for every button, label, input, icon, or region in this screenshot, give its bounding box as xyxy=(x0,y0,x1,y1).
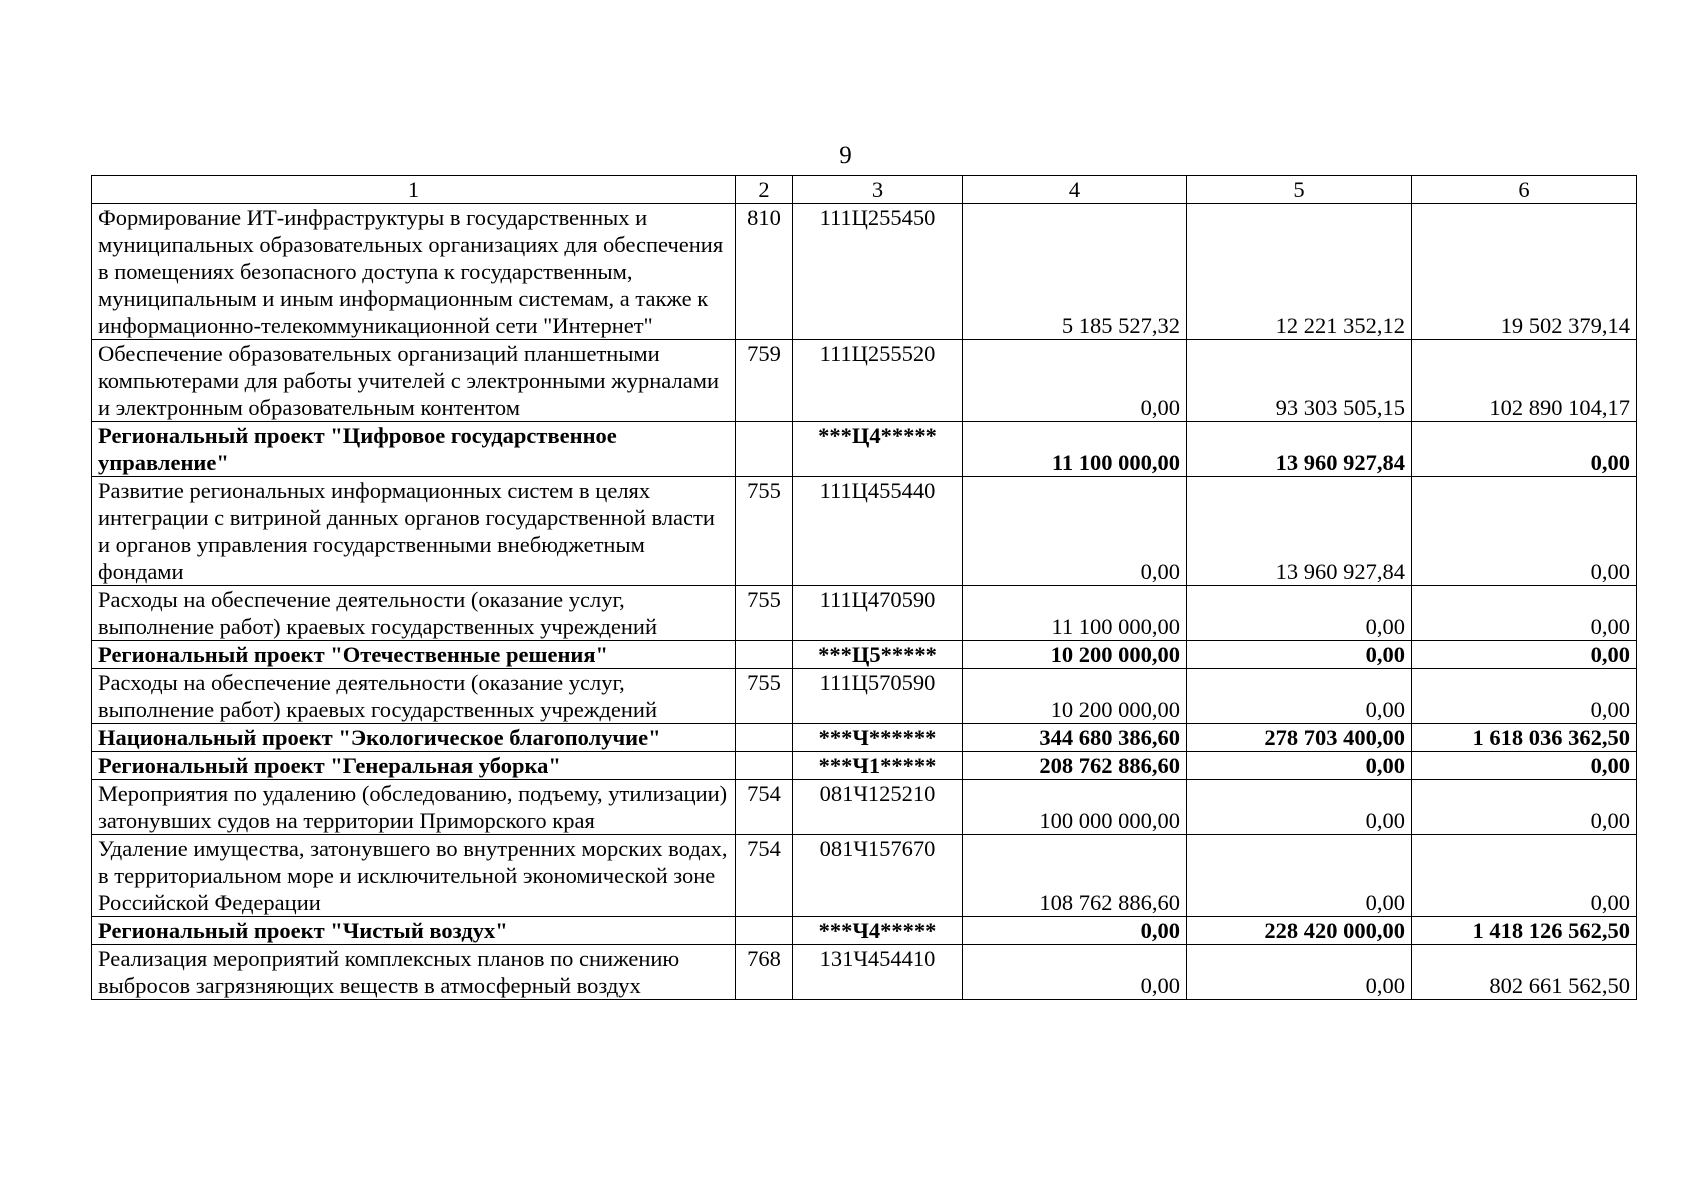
row-code-cell: 755 xyxy=(736,586,793,641)
row-kbk-cell: 111Ц455440 xyxy=(793,477,963,586)
section-row xyxy=(92,422,1637,477)
row-value-col6-cell: 1 418 126 562,50 xyxy=(1412,917,1637,945)
row-code-cell xyxy=(736,641,793,669)
row-value-col4-cell: 344 680 386,60 xyxy=(963,724,1187,752)
table-row xyxy=(92,477,1637,586)
row-kbk-cell: 111Ц255520 xyxy=(793,340,963,422)
row-kbk-cell: ***Ц5***** xyxy=(793,641,963,669)
section-row xyxy=(92,917,1637,945)
row-kbk-cell: 111Ц570590 xyxy=(793,669,963,724)
row-kbk-cell: 081Ч157670 xyxy=(793,835,963,917)
row-value-col6-cell: 0,00 xyxy=(1412,477,1637,586)
row-value-col6-cell: 0,00 xyxy=(1412,669,1637,724)
section-row xyxy=(92,641,1637,669)
row-kbk-cell: ***Ц4***** xyxy=(793,422,963,477)
row-name-cell: Развитие региональных информационных систем в целях интеграции с витриной данных органов государственной власти и органов управления государственными внебюджетным фондами xyxy=(92,477,736,586)
row-value-col4-cell: 108 762 886,60 xyxy=(963,835,1187,917)
table-row xyxy=(92,835,1637,917)
row-kbk-cell: 081Ч125210 xyxy=(793,780,963,835)
table-row xyxy=(92,586,1637,641)
row-value-col4-cell: 10 200 000,00 xyxy=(963,669,1187,724)
header-cell-6: 6 xyxy=(1412,176,1637,204)
row-value-col4-cell: 100 000 000,00 xyxy=(963,780,1187,835)
row-value-col4-cell: 208 762 886,60 xyxy=(963,752,1187,780)
row-code-cell xyxy=(736,752,793,780)
row-code-cell: 755 xyxy=(736,669,793,724)
row-value-col5-cell: 13 960 927,84 xyxy=(1187,422,1412,477)
row-name-cell: Расходы на обеспечение деятельности (оказание услуг, выполнение работ) краевых государственных учреждений xyxy=(92,586,736,641)
row-value-col5-cell: 13 960 927,84 xyxy=(1187,477,1412,586)
header-cell-5: 5 xyxy=(1187,176,1412,204)
row-value-col6-cell: 1 618 036 362,50 xyxy=(1412,724,1637,752)
row-value-col6-cell: 19 502 379,14 xyxy=(1412,204,1637,340)
table-row xyxy=(92,204,1637,340)
row-name-cell: Национальный проект "Экологическое благополучие" xyxy=(92,724,736,752)
row-value-col4-cell: 0,00 xyxy=(963,917,1187,945)
row-name-cell: Реализация мероприятий комплексных планов по снижению выбросов загрязняющих веществ в атмосферный воздух xyxy=(92,945,736,1000)
row-value-col5-cell: 93 303 505,15 xyxy=(1187,340,1412,422)
row-kbk-cell: ***Ч****** xyxy=(793,724,963,752)
header-cell-4: 4 xyxy=(963,176,1187,204)
row-value-col4-cell: 10 200 000,00 xyxy=(963,641,1187,669)
row-value-col6-cell: 0,00 xyxy=(1412,422,1637,477)
row-value-col6-cell: 0,00 xyxy=(1412,752,1637,780)
row-name-cell: Удаление имущества, затонувшего во внутренних морских водах, в территориальном море и исключительной экономической зоне Российской Федерации xyxy=(92,835,736,917)
section-row xyxy=(92,724,1637,752)
row-name-cell: Региональный проект "Отечественные решения" xyxy=(92,641,736,669)
header-cell-2: 2 xyxy=(736,176,793,204)
page-number: 9 xyxy=(839,142,852,169)
row-code-cell: 754 xyxy=(736,835,793,917)
row-code-cell: 759 xyxy=(736,340,793,422)
table-row xyxy=(92,780,1637,835)
row-value-col5-cell: 0,00 xyxy=(1187,669,1412,724)
header-cell-3: 3 xyxy=(793,176,963,204)
table-body xyxy=(92,176,1637,1000)
row-value-col4-cell: 0,00 xyxy=(963,477,1187,586)
header-row xyxy=(92,176,1637,204)
row-value-col4-cell: 11 100 000,00 xyxy=(963,586,1187,641)
row-code-cell: 810 xyxy=(736,204,793,340)
row-code-cell: 768 xyxy=(736,945,793,1000)
row-code-cell: 754 xyxy=(736,780,793,835)
row-value-col6-cell: 102 890 104,17 xyxy=(1412,340,1637,422)
row-name-cell: Расходы на обеспечение деятельности (оказание услуг, выполнение работ) краевых государственных учреждений xyxy=(92,669,736,724)
row-kbk-cell: 111Ц255450 xyxy=(793,204,963,340)
row-code-cell: 755 xyxy=(736,477,793,586)
row-code-cell xyxy=(736,422,793,477)
header-cell-1: 1 xyxy=(92,176,736,204)
row-value-col5-cell: 278 703 400,00 xyxy=(1187,724,1412,752)
row-name-cell: Региональный проект "Генеральная уборка" xyxy=(92,752,736,780)
row-code-cell xyxy=(736,724,793,752)
row-value-col4-cell: 0,00 xyxy=(963,945,1187,1000)
row-value-col5-cell: 0,00 xyxy=(1187,780,1412,835)
table-row xyxy=(92,945,1637,1000)
row-value-col6-cell: 0,00 xyxy=(1412,586,1637,641)
budget-table xyxy=(91,175,1637,1000)
table-row xyxy=(92,669,1637,724)
row-value-col4-cell: 11 100 000,00 xyxy=(963,422,1187,477)
row-name-cell: Формирование ИТ-инфраструктуры в государственных и муниципальных образовательных организациях для обеспечения в помещениях безопасного доступа к государственным, муниципальным и иным информационным системам, а также к информационно-телекоммуникационной сети "Интернет" xyxy=(92,204,736,340)
row-kbk-cell: ***Ч4***** xyxy=(793,917,963,945)
row-value-col5-cell: 12 221 352,12 xyxy=(1187,204,1412,340)
row-value-col5-cell: 0,00 xyxy=(1187,835,1412,917)
row-name-cell: Региональный проект "Чистый воздух" xyxy=(92,917,736,945)
row-value-col6-cell: 802 661 562,50 xyxy=(1412,945,1637,1000)
section-row xyxy=(92,752,1637,780)
row-value-col5-cell: 0,00 xyxy=(1187,586,1412,641)
row-kbk-cell: ***Ч1***** xyxy=(793,752,963,780)
table-row xyxy=(92,340,1637,422)
row-value-col6-cell: 0,00 xyxy=(1412,641,1637,669)
row-code-cell xyxy=(736,917,793,945)
row-value-col4-cell: 0,00 xyxy=(963,340,1187,422)
row-value-col5-cell: 0,00 xyxy=(1187,641,1412,669)
row-name-cell: Региональный проект "Цифровое государственное управление" xyxy=(92,422,736,477)
row-value-col6-cell: 0,00 xyxy=(1412,780,1637,835)
row-value-col5-cell: 0,00 xyxy=(1187,752,1412,780)
row-value-col5-cell: 0,00 xyxy=(1187,945,1412,1000)
row-value-col5-cell: 228 420 000,00 xyxy=(1187,917,1412,945)
row-kbk-cell: 131Ч454410 xyxy=(793,945,963,1000)
row-kbk-cell: 111Ц470590 xyxy=(793,586,963,641)
row-value-col4-cell: 5 185 527,32 xyxy=(963,204,1187,340)
row-name-cell: Обеспечение образовательных организаций планшетными компьютерами для работы учителей с электронными журналами и электронным образовательным контентом xyxy=(92,340,736,422)
row-name-cell: Мероприятия по удалению (обследованию, подъему, утилизации) затонувших судов на территории Приморского края xyxy=(92,780,736,835)
row-value-col6-cell: 0,00 xyxy=(1412,835,1637,917)
